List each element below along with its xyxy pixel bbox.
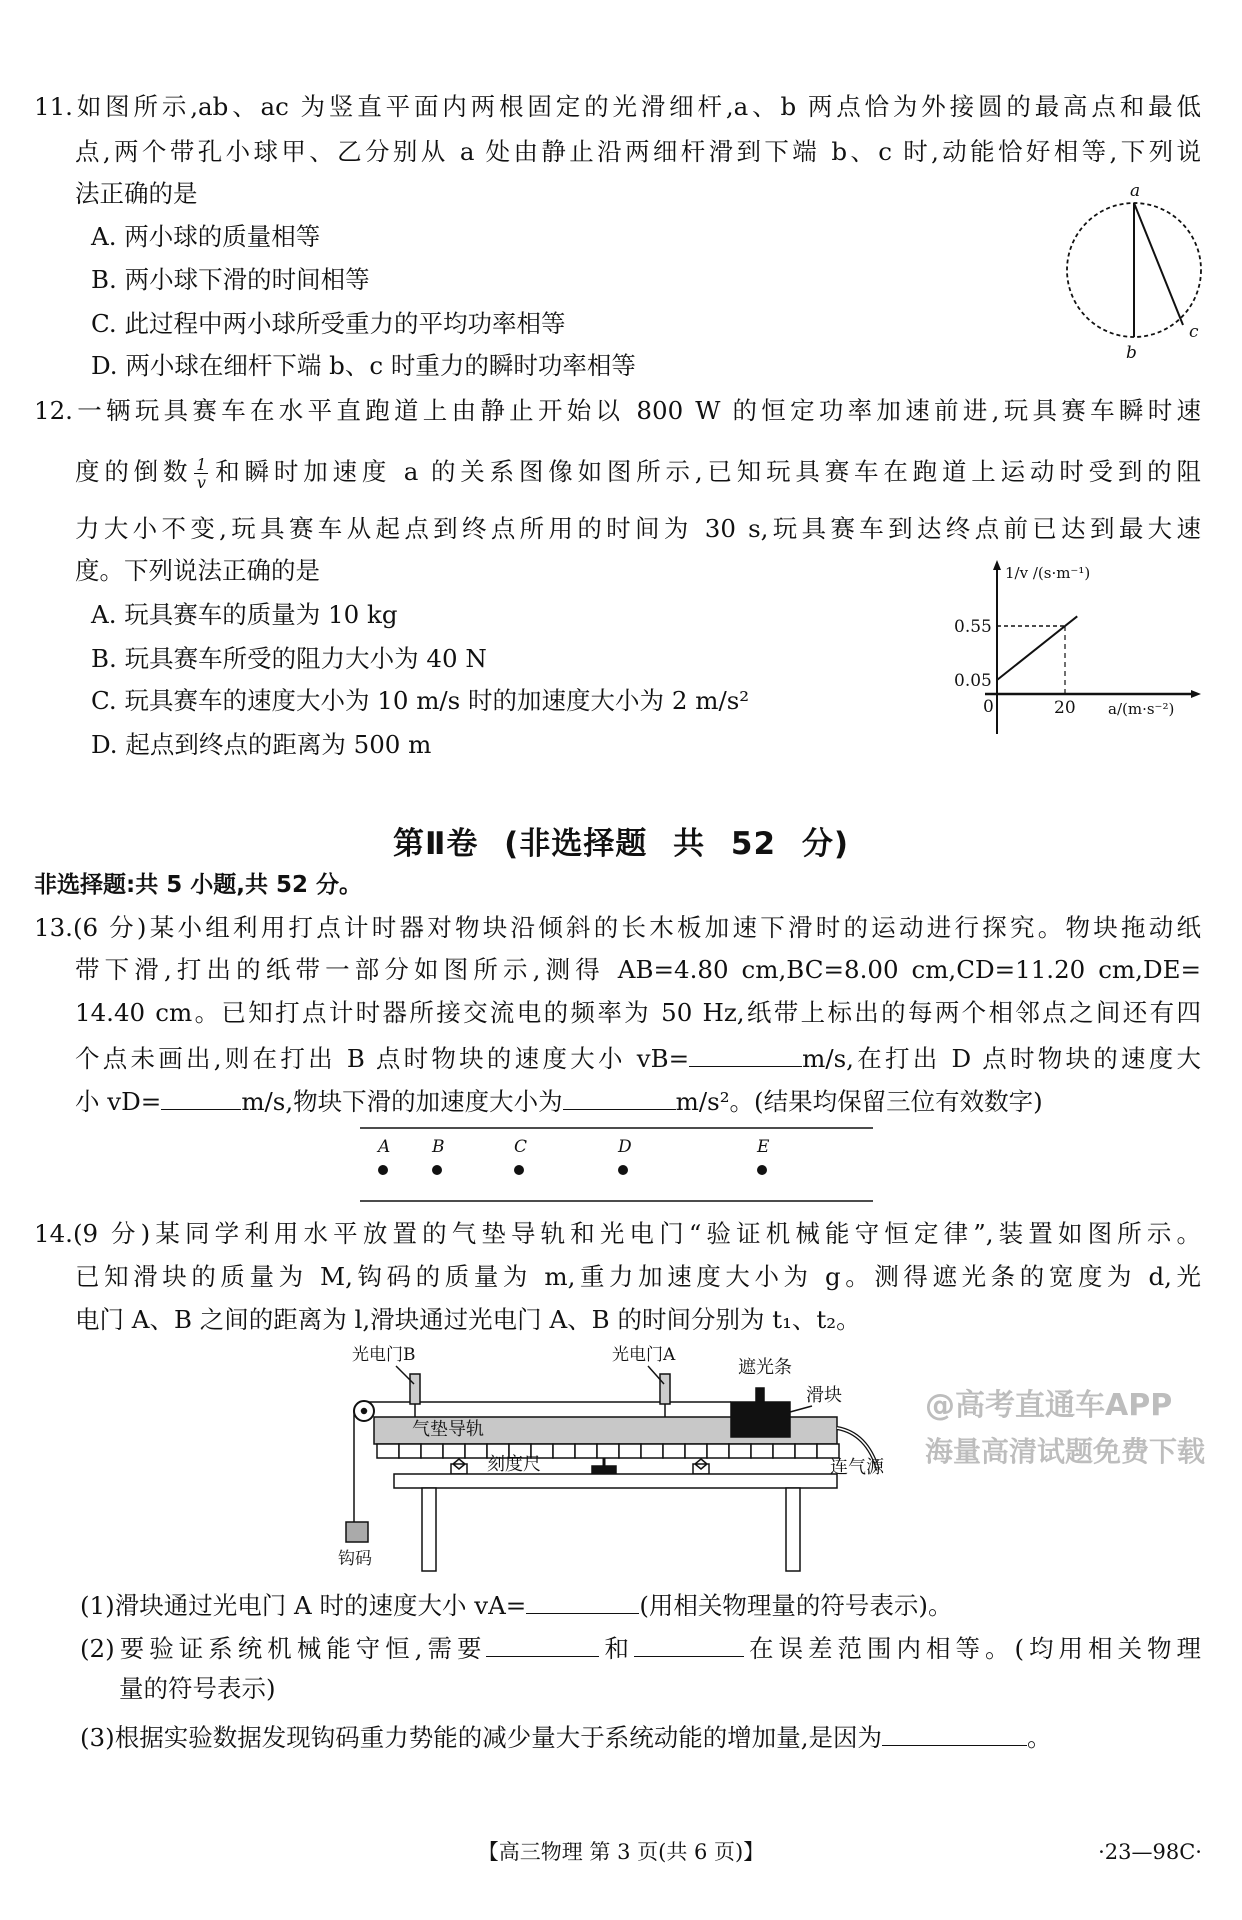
tape-dot-a	[378, 1165, 388, 1175]
graph-y-tick: 0.55	[954, 617, 992, 637]
label-ruler: 刻度尺	[487, 1454, 541, 1475]
tape-label-a: A	[378, 1137, 391, 1157]
table-leg-right	[786, 1488, 800, 1571]
graph-origin: 0	[983, 697, 994, 717]
ruler-cell	[773, 1444, 795, 1458]
slider-leader	[790, 1406, 812, 1412]
ruler	[377, 1444, 839, 1458]
q12-option-b: B. 玩具赛车所受的阻力大小为 40 N	[91, 644, 487, 673]
q12-stem-line: 力大小不变,玩具赛车从起点到终点所用的时间为 30 s,玩具赛车到达终点前已达到最大速	[75, 514, 1201, 543]
ruler-cell	[817, 1444, 839, 1458]
ruler-cell	[685, 1444, 707, 1458]
q14-subquestion-2	[80, 1630, 1201, 1664]
q14-text: 在误差范围内相等。(均用相关物理	[743, 1634, 1201, 1663]
tape-dot-b	[432, 1165, 442, 1175]
tape-label-c: C	[514, 1137, 528, 1157]
ruler-cell	[443, 1444, 465, 1458]
q13-text: 小 vD=	[75, 1087, 162, 1116]
photogate-b	[410, 1374, 420, 1404]
label-slider: 滑块	[806, 1385, 842, 1406]
answer-blank-2b[interactable]	[634, 1630, 744, 1657]
q11-stem-line: 11.如图所示,ab、ac 为竖直平面内两根固定的光滑细杆,a、b 两点恰为外接圆的最高点和最低	[34, 92, 1201, 121]
tape-label-e: E	[757, 1137, 770, 1157]
q13-stem-line	[75, 1083, 1043, 1117]
ruler-cell	[641, 1444, 663, 1458]
q11-label-b: b	[1126, 343, 1137, 363]
x-axis-arrow	[1191, 690, 1201, 698]
q14-subquestion-1	[80, 1587, 952, 1621]
section-title: 第Ⅱ卷 (非选择题 共 52 分)	[392, 826, 850, 862]
q14-stem-line: 14.(9 分)某同学利用水平放置的气垫导轨和光电门“验证机械能守恒定律”,装置如图所示。	[34, 1219, 1201, 1248]
q14-stem-line: 电门 A、B 之间的距离为 l,滑块通过光电门 A、B 的时间分别为 t₁、t₂。	[75, 1305, 861, 1334]
q13-stem-line: 带下滑,打出的纸带一部分如图所示,测得 AB=4.80 cm,BC=8.00 cm,CD=11.20 cm,DE=	[75, 955, 1201, 984]
tape-dot-d	[618, 1165, 628, 1175]
q13-text: m/s²。(结果均保留三位有效数字)	[675, 1087, 1043, 1116]
label-photogate-b: 光电门B	[352, 1345, 416, 1365]
shading-strip	[756, 1388, 764, 1402]
q14-subquestion-3	[80, 1719, 1052, 1753]
watermark: 海量高清试题免费下载	[925, 1435, 1206, 1468]
answer-blank-vd[interactable]	[161, 1083, 241, 1110]
center-base	[592, 1466, 616, 1474]
ruler-cell	[619, 1444, 641, 1458]
label-shading-strip: 遮光条	[738, 1357, 792, 1378]
label-air-track: 气垫导轨	[412, 1419, 484, 1440]
label-air-source: 连气源	[830, 1457, 884, 1478]
q11-option-a: A. 两小球的质量相等	[91, 222, 321, 251]
q12-option-c: C. 玩具赛车的速度大小为 10 m/s 时的加速度大小为 2 m/s²	[91, 686, 750, 715]
ruler-cell	[377, 1444, 399, 1458]
ruler-cell	[707, 1444, 729, 1458]
q14-text: 。	[1027, 1723, 1052, 1752]
watermark: @高考直通车APP	[925, 1388, 1173, 1423]
q12-stem-line: 12.一辆玩具赛车在水平直跑道上由静止开始以 800 W 的恒定功率加速前进,玩具赛车瞬时速	[34, 396, 1201, 425]
q11-label-a: a	[1130, 181, 1141, 201]
ruler-cell	[465, 1444, 487, 1458]
q14-text: 和	[599, 1634, 634, 1663]
hook-weight	[346, 1522, 368, 1542]
answer-blank-2a[interactable]	[486, 1630, 599, 1657]
ruler-cell	[729, 1444, 751, 1458]
q14-stem-line: 已知滑块的质量为 M,钩码的质量为 m,重力加速度大小为 g。测得遮光条的宽度为 d,光	[75, 1262, 1201, 1291]
pulley-axle	[362, 1409, 367, 1414]
photogate-a	[660, 1374, 670, 1404]
ruler-cell	[795, 1444, 817, 1458]
ruler-cell	[597, 1444, 619, 1458]
label-hook-weight: 钩码	[338, 1549, 372, 1569]
table-top	[394, 1474, 837, 1488]
q12-stem-line: 度。下列说法正确的是	[75, 556, 320, 585]
q12-text: 度的倒数	[75, 457, 193, 486]
q14-subquestion-2-cont: 量的符号表示)	[119, 1674, 276, 1703]
air-track-apparatus	[346, 1366, 878, 1571]
fraction-1-over-v	[194, 456, 208, 491]
tape-dot-c	[514, 1165, 524, 1175]
q12-option-d: D. 起点到终点的距离为 500 m	[91, 730, 432, 759]
answer-blank-acceleration[interactable]	[563, 1083, 676, 1110]
q11-circle-figure	[1067, 203, 1201, 337]
tape-dot-e	[757, 1165, 767, 1175]
rod-ac	[1134, 203, 1183, 325]
ruler-cell	[553, 1444, 575, 1458]
slider	[731, 1402, 790, 1437]
q14-text: (用相关物理量的符号表示)。	[639, 1591, 953, 1620]
q11-label-c: c	[1189, 322, 1199, 342]
label-photogate-a: 光电门A	[612, 1345, 676, 1365]
graph-y-label: 1/v /(s·m⁻¹)	[1005, 564, 1091, 582]
paper-code: ·23—98C·	[1098, 1840, 1202, 1864]
q11-option-d: D. 两小球在细杆下端 b、c 时重力的瞬时功率相等	[91, 351, 636, 380]
q13-text: m/s,在打出 D 点时物块的速度大	[802, 1044, 1201, 1073]
q12-text: 和瞬时加速度 a 的关系图像如图所示,已知玩具赛车在跑道上运动时受到的阻	[210, 457, 1201, 486]
ruler-cell	[399, 1444, 421, 1458]
q13-stem-line	[75, 1040, 1201, 1074]
graph-y-tick: 0.05	[954, 671, 992, 691]
q14-text: (1)滑块通过光电门 A 时的速度大小 vA=	[80, 1591, 527, 1620]
section-subtitle: 非选择题:共 5 小题,共 52 分。	[34, 872, 362, 898]
q13-stem-line: 13.(6 分)某小组利用打点计时器对物块沿倾斜的长木板加速下滑时的运动进行探究。物块拖动纸	[34, 913, 1201, 942]
table-leg-left	[422, 1488, 436, 1571]
q13-text: m/s,物块下滑的加速度大小为	[241, 1087, 563, 1116]
ruler-cell	[751, 1444, 773, 1458]
q12-stem-line	[75, 450, 1201, 494]
graph-x-label: a/(m·s⁻²)	[1108, 700, 1175, 718]
q11-stem-line: 法正确的是	[75, 179, 198, 208]
frac-denominator: v	[196, 473, 206, 492]
answer-blank-vb[interactable]	[689, 1040, 802, 1067]
answer-blank-va[interactable]	[526, 1587, 639, 1614]
q11-option-c: C. 此过程中两小球所受重力的平均功率相等	[91, 309, 566, 338]
q14-text: (2)要验证系统机械能守恒,需要	[80, 1634, 487, 1663]
ruler-cell	[575, 1444, 597, 1458]
q11-stem-line: 点,两个带孔小球甲、乙分别从 a 处由静止沿两细杆滑到下端 b、c 时,动能恰好相等,下列说	[75, 137, 1201, 166]
q11-option-b: B. 两小球下滑的时间相等	[91, 265, 370, 294]
tape-label-d: D	[618, 1137, 632, 1157]
frac-numerator: 1	[196, 455, 207, 474]
tape-label-b: B	[432, 1137, 445, 1157]
page-footer: 【高三物理 第 3 页(共 6 页)】	[477, 1840, 765, 1864]
q12-option-a: A. 玩具赛车的质量为 10 kg	[91, 600, 398, 629]
q13-text: 个点未画出,则在打出 B 点时物块的速度大小 vB=	[75, 1044, 690, 1073]
ruler-cell	[663, 1444, 685, 1458]
q13-stem-line: 14.40 cm。已知打点计时器所接交流电的频率为 50 Hz,纸带上标出的每两个相邻点之间还有四	[75, 998, 1201, 1027]
y-axis-arrow	[993, 560, 1001, 570]
q14-text: (3)根据实验数据发现钩码重力势能的减少量大于系统动能的增加量,是因为	[80, 1723, 882, 1752]
graph-x-tick: 20	[1054, 698, 1076, 718]
ruler-cell	[421, 1444, 443, 1458]
answer-blank-3[interactable]	[882, 1719, 1027, 1746]
